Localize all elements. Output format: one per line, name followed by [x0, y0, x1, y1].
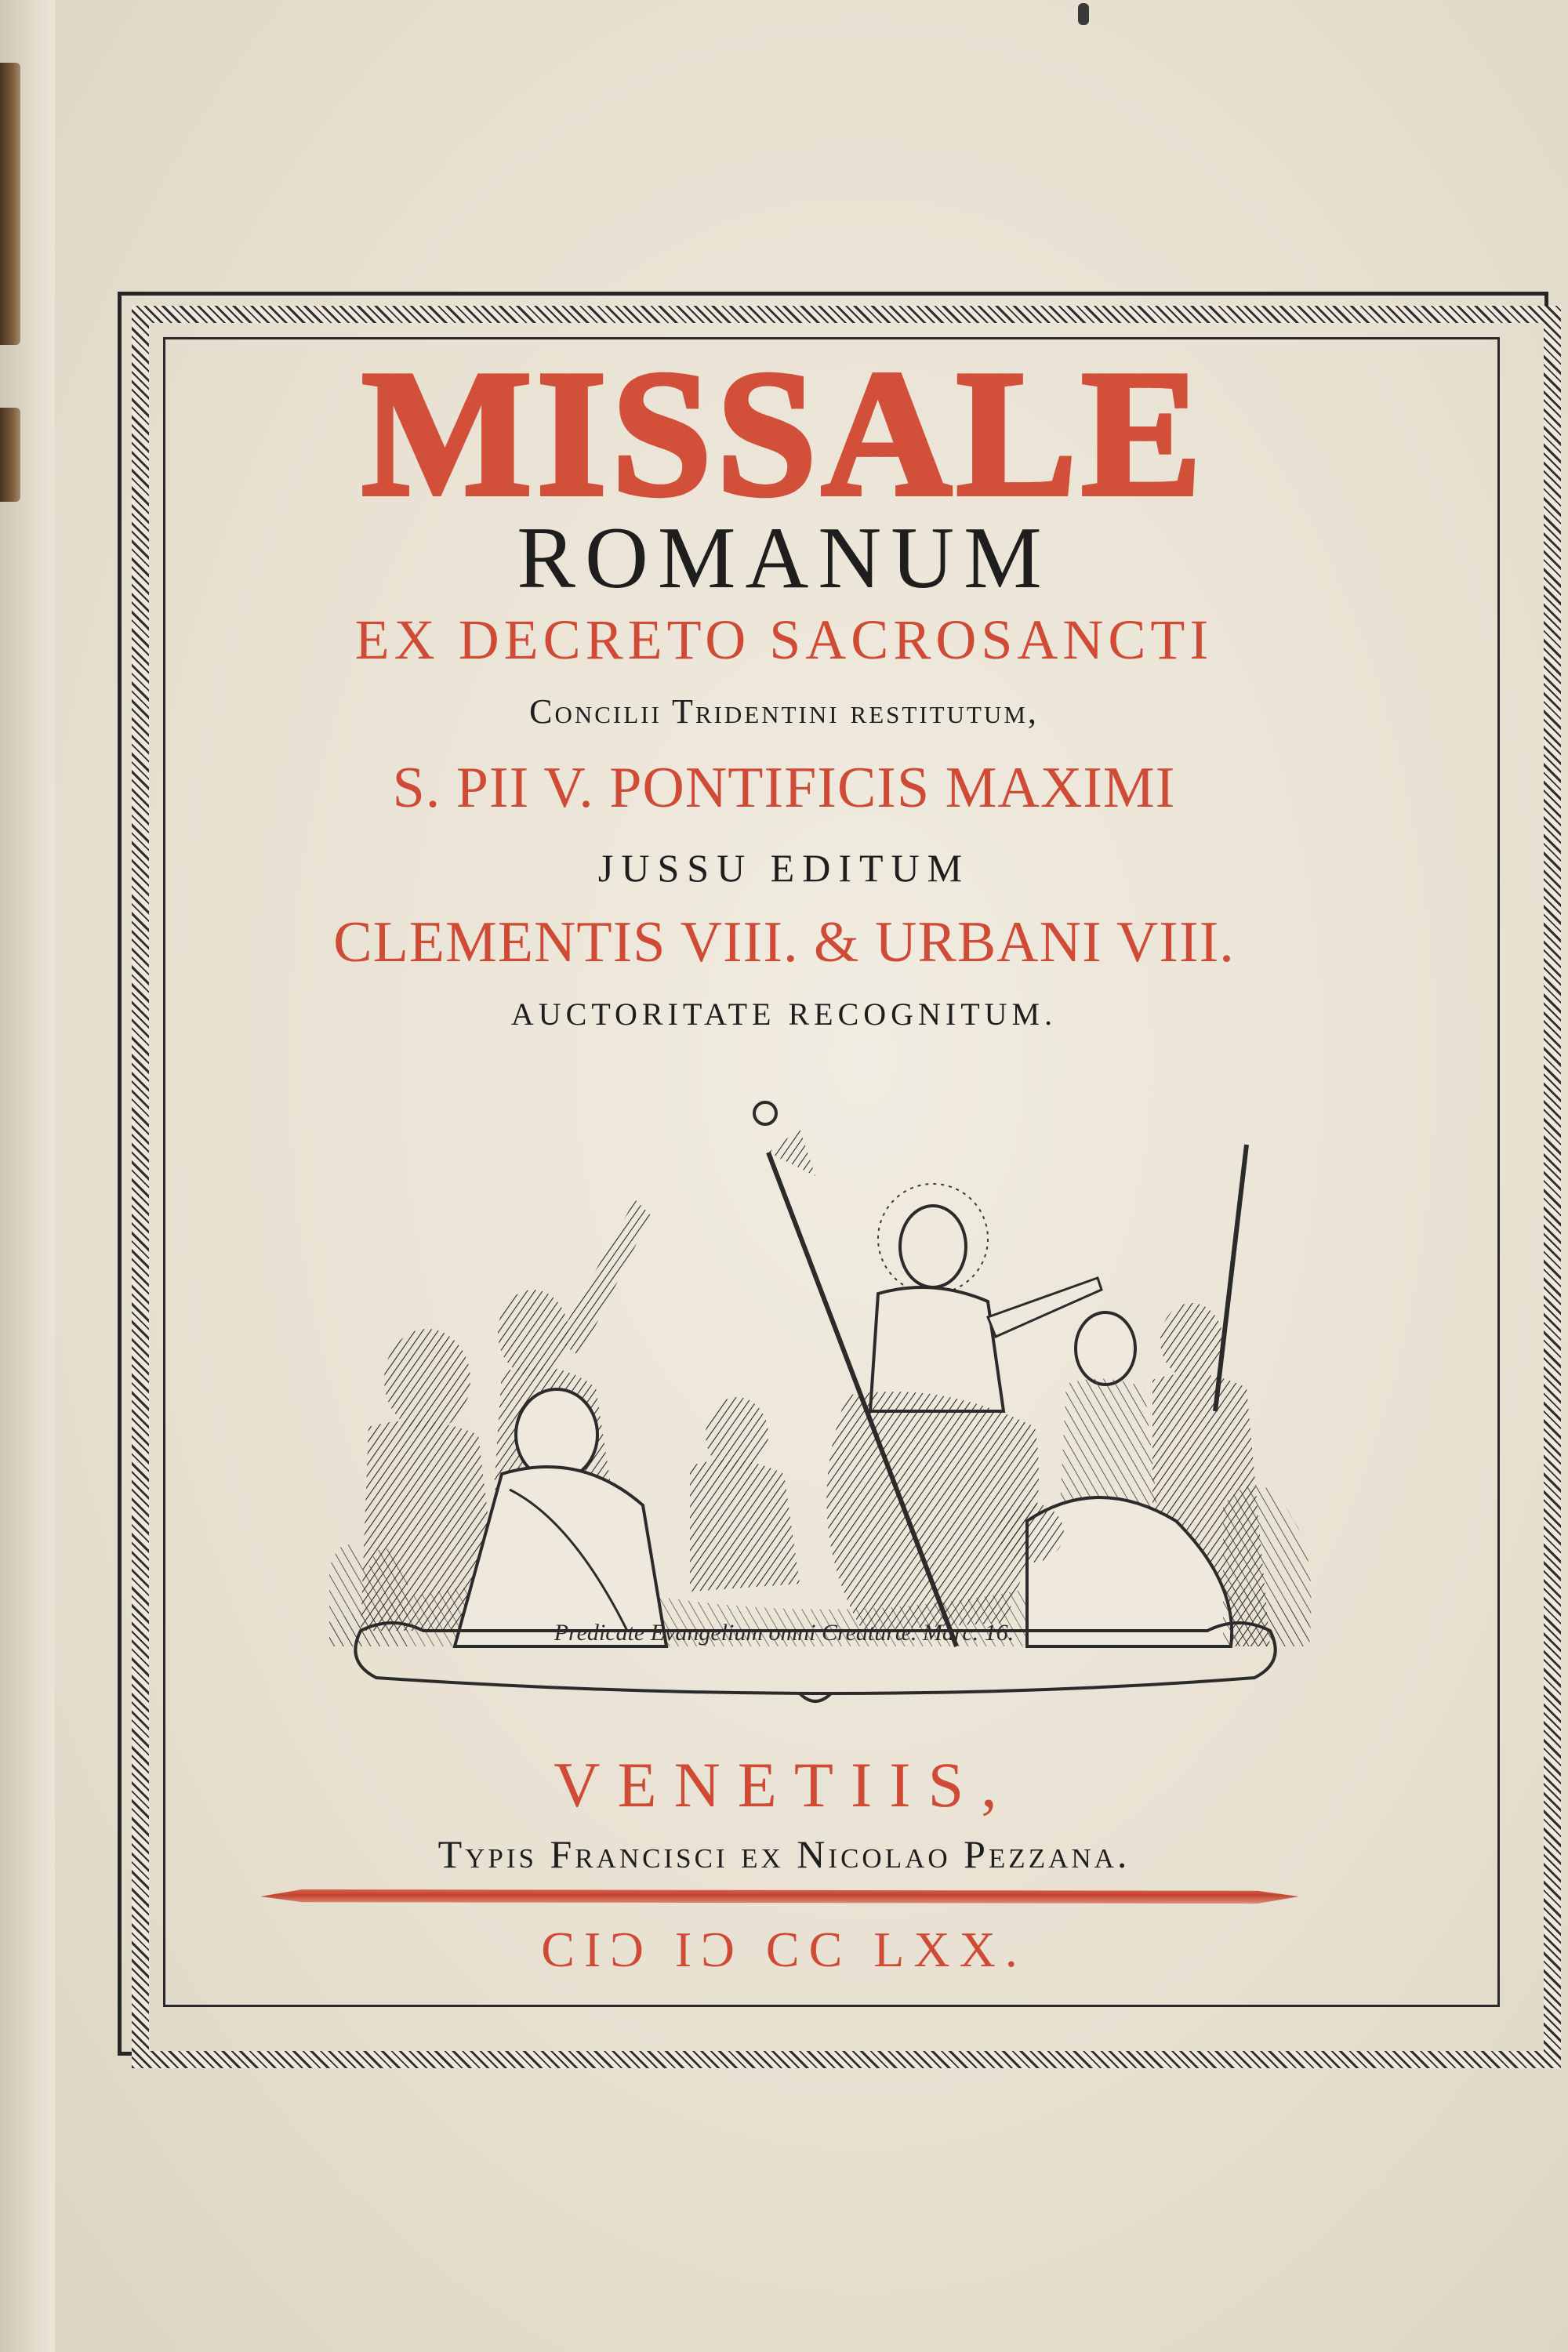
- book-subtitle: ROMANUM: [517, 510, 1051, 607]
- engraving-caption: Predicate Evangelium omni Creaturæ. Marc. 16.: [554, 1620, 1014, 1646]
- spine-binding-cord: [0, 63, 20, 345]
- imprint-date: CIϽ IϽ CC LXX.: [541, 1922, 1027, 1977]
- title-line-concilii: Concilii Tridentini restitutum,: [529, 692, 1039, 731]
- imprint-place: VENETIIS,: [554, 1749, 1014, 1820]
- title-line-auctoritate: AUCTORITATE RECOGNITUM.: [510, 996, 1058, 1032]
- title-line-clementis: CLEMENTIS VIII. & URBANI VIII.: [333, 910, 1235, 975]
- title-line-decreto: EX DECRETO SACROSANCTI: [354, 608, 1214, 671]
- ink-speck: [1078, 3, 1089, 25]
- book-title: MISSALE: [0, 329, 1568, 537]
- red-decorative-rule: [260, 1889, 1299, 1904]
- imprint-printer: Typis Francisci ex Nicolao Pezzana.: [437, 1832, 1131, 1876]
- title-line-pii: S. PII V. PONTIFICIS MAXIMI: [392, 756, 1176, 820]
- title-line-jussu: JUSSU EDITUM: [597, 846, 971, 890]
